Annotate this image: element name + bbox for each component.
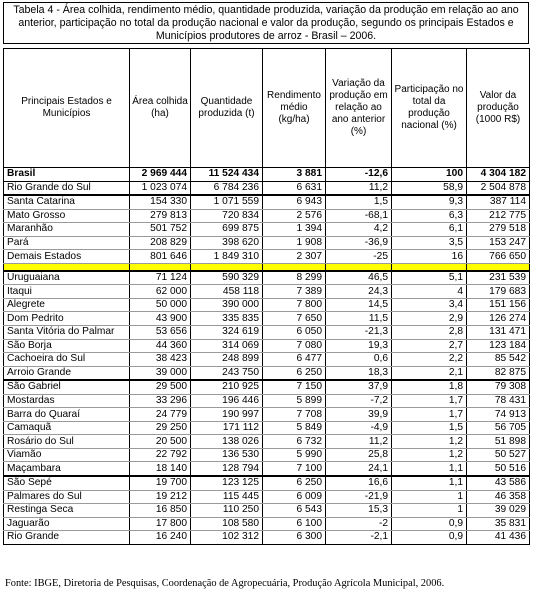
cell-part: 5,1 [392,271,467,285]
cell-area: 1 023 074 [130,181,191,195]
table-row [4,366,530,380]
cell-var: 19,3 [326,339,392,353]
cell-qty: 210 925 [191,380,263,394]
cell-area: 501 752 [130,223,191,237]
cell-valor: 82 875 [467,366,530,380]
cell-qty: 390 000 [191,298,263,312]
cell-part: 1,1 [392,462,467,476]
cell-valor: 123 184 [467,339,530,353]
cell-area: 154 330 [130,195,191,209]
cell-rend: 5 899 [263,394,326,408]
row-label: Santa Vitória do Palmar [4,326,130,340]
cell-valor: 50 527 [467,448,530,462]
caption-line-1: Tabela 4 - Área colhida, rendimento médio, quantidade produzida, variação da produção em relação ao ano [13,4,519,16]
cell-part: 2,7 [392,339,467,353]
row-label: Palmares do Sul [4,490,130,504]
cell-rend: 7 708 [263,408,326,422]
cell-var: 39,9 [326,408,392,422]
row-label: Mostardas [4,394,130,408]
cell-part: 2,9 [392,312,467,326]
cell-var: 25,8 [326,448,392,462]
table-row [4,298,530,312]
cell-valor: 85 542 [467,353,530,367]
cell-rend: 2 307 [263,250,326,264]
cell-rend: 8 299 [263,271,326,285]
cell-qty: 138 026 [191,435,263,449]
cell-qty: 699 875 [191,223,263,237]
table-body [4,168,530,545]
table-row [4,339,530,353]
cell-valor: 51 898 [467,435,530,449]
source-note: Fonte: IBGE, Diretoria de Pesquisas, Coordenação de Agropecuária, Produção Agrícola Municipal, 2006. [5,578,445,589]
header-value: Valor da produção (1000 R$) [467,49,530,168]
cell-valor: 179 683 [467,285,530,299]
cell-qty: 243 750 [191,366,263,380]
cell-valor: 79 308 [467,380,530,394]
row-label: Brasil [4,168,130,182]
cell-part: 100 [392,168,467,182]
cell-rend: 3 881 [263,168,326,182]
cell-area: 44 360 [130,339,191,353]
cell-var: 15,3 [326,504,392,518]
cell-part: 9,3 [392,195,467,209]
row-label: São Gabriel [4,380,130,394]
table-row [4,394,530,408]
cell-valor: 387 114 [467,195,530,209]
cell-area: 29 500 [130,380,191,394]
cell-qty: 248 899 [191,353,263,367]
table-row [4,326,530,340]
cell-var: 4,2 [326,223,392,237]
cell-valor: 43 586 [467,476,530,490]
cell-area: 24 779 [130,408,191,422]
table-row [4,209,530,223]
cell-part: 2,2 [392,353,467,367]
cell-area: 38 423 [130,353,191,367]
cell-valor: 279 518 [467,223,530,237]
cell-valor: 2 504 878 [467,181,530,195]
cell-qty: 398 620 [191,236,263,250]
table-row [4,435,530,449]
cell-area: 33 296 [130,394,191,408]
cell-valor: 153 247 [467,236,530,250]
cell-part: 58,9 [392,181,467,195]
row-label: Dom Pedrito [4,312,130,326]
cell-part: 1 [392,504,467,518]
header-row [4,49,530,168]
cell-qty: 110 250 [191,504,263,518]
row-label: Arroio Grande [4,366,130,380]
cell-part: 3,5 [392,236,467,250]
cell-rend: 6 300 [263,531,326,545]
cell-valor: 212 775 [467,209,530,223]
cell-part: 4 [392,285,467,299]
cell-part: 6,1 [392,223,467,237]
row-label: Viamão [4,448,130,462]
cell-var: -12,6 [326,168,392,182]
cell-qty: 190 997 [191,408,263,422]
cell-qty: 1 849 310 [191,250,263,264]
cell-var: -2 [326,517,392,531]
cell-area: 18 140 [130,462,191,476]
cell-rend: 6 250 [263,366,326,380]
cell-qty: 720 834 [191,209,263,223]
cell-area: 71 124 [130,271,191,285]
row-label: São Sepé [4,476,130,490]
row-label: Itaqui [4,285,130,299]
row-label: Rio Grande [4,531,130,545]
cell-valor: 39 029 [467,504,530,518]
cell-var [326,263,392,271]
cell-qty: 102 312 [191,531,263,545]
table-row [4,353,530,367]
cell-valor: 766 650 [467,250,530,264]
cell-rend: 6 050 [263,326,326,340]
cell-rend: 6 477 [263,353,326,367]
cell-area: 20 500 [130,435,191,449]
cell-rend: 7 100 [263,462,326,476]
separator-row [4,263,530,271]
cell-valor: 231 539 [467,271,530,285]
cell-area: 16 850 [130,504,191,518]
cell-qty: 1 071 559 [191,195,263,209]
table-row [4,285,530,299]
table-row [4,223,530,237]
cell-valor: 74 913 [467,408,530,422]
cell-area: 29 250 [130,421,191,435]
cell-part [392,263,467,271]
cell-var: -21,3 [326,326,392,340]
cell-part: 1,2 [392,448,467,462]
table-row [4,421,530,435]
row-label: Camaquã [4,421,130,435]
cell-rend: 7 650 [263,312,326,326]
cell-qty: 136 530 [191,448,263,462]
cell-rend [263,263,326,271]
cell-qty: 171 112 [191,421,263,435]
table-row [4,168,530,182]
cell-part: 1,5 [392,421,467,435]
cell-part: 3,4 [392,298,467,312]
cell-var: 16,6 [326,476,392,490]
cell-valor: 151 156 [467,298,530,312]
cell-var: -7,2 [326,394,392,408]
cell-qty: 115 445 [191,490,263,504]
cell-valor: 78 431 [467,394,530,408]
table-row [4,531,530,545]
cell-rend: 1 394 [263,223,326,237]
cell-qty: 123 125 [191,476,263,490]
cell-valor: 46 358 [467,490,530,504]
row-label: São Borja [4,339,130,353]
caption-line-3: Municípios produtores de arroz - Brasil – 2006. [155,30,377,42]
row-label: Alegrete [4,298,130,312]
cell-rend: 7 389 [263,285,326,299]
cell-area: 53 656 [130,326,191,340]
cell-valor [467,263,530,271]
cell-valor: 56 705 [467,421,530,435]
row-label [4,263,130,271]
cell-part: 1,7 [392,408,467,422]
table-row [4,380,530,394]
cell-area: 801 646 [130,250,191,264]
row-label: Uruguaiana [4,271,130,285]
table-row [4,312,530,326]
header-yield: Rendimento médio (kg/ha) [263,49,326,168]
cell-qty [191,263,263,271]
cell-rend: 1 908 [263,236,326,250]
cell-area: 39 000 [130,366,191,380]
cell-valor: 4 304 182 [467,168,530,182]
table-row [4,271,530,285]
cell-valor: 41 436 [467,531,530,545]
cell-qty: 314 069 [191,339,263,353]
cell-qty: 108 580 [191,517,263,531]
cell-var: -68,1 [326,209,392,223]
cell-part: 1,2 [392,435,467,449]
cell-var: -25 [326,250,392,264]
cell-valor: 50 516 [467,462,530,476]
table-row [4,181,530,195]
cell-qty: 196 446 [191,394,263,408]
cell-rend: 2 576 [263,209,326,223]
cell-part: 1 [392,490,467,504]
row-label: Rosário do Sul [4,435,130,449]
table-row [4,462,530,476]
cell-rend: 6 543 [263,504,326,518]
cell-area: 62 000 [130,285,191,299]
cell-var: 11,2 [326,181,392,195]
row-label: Demais Estados [4,250,130,264]
cell-var: 1,5 [326,195,392,209]
cell-part: 1,7 [392,394,467,408]
row-label: Jaguarão [4,517,130,531]
header-quantity: Quantidade produzida (t) [191,49,263,168]
table-row [4,250,530,264]
cell-part: 0,9 [392,531,467,545]
cell-var: -36,9 [326,236,392,250]
table-row [4,448,530,462]
table-row [4,236,530,250]
cell-area: 22 792 [130,448,191,462]
cell-rend: 5 990 [263,448,326,462]
cell-rend: 6 009 [263,490,326,504]
header-variation: Variação da produção em relação ao ano anterior (%) [326,49,392,168]
cell-part: 1,8 [392,380,467,394]
cell-var: -4,9 [326,421,392,435]
cell-part: 1,1 [392,476,467,490]
row-label: Restinga Seca [4,504,130,518]
cell-var: 18,3 [326,366,392,380]
cell-area: 19 212 [130,490,191,504]
row-label: Maranhão [4,223,130,237]
cell-area: 208 829 [130,236,191,250]
cell-qty: 458 118 [191,285,263,299]
cell-rend: 6 943 [263,195,326,209]
cell-area: 43 900 [130,312,191,326]
cell-part: 2,1 [392,366,467,380]
row-label: Mato Grosso [4,209,130,223]
cell-rend: 6 100 [263,517,326,531]
cell-qty: 324 619 [191,326,263,340]
cell-rend: 6 250 [263,476,326,490]
header-share: Participação no total da produção nacional (%) [392,49,467,168]
cell-area: 16 240 [130,531,191,545]
cell-area: 2 969 444 [130,168,191,182]
cell-rend: 5 849 [263,421,326,435]
row-label: Maçambara [4,462,130,476]
row-label: Barra do Quaraí [4,408,130,422]
cell-var: 24,1 [326,462,392,476]
cell-area: 19 700 [130,476,191,490]
cell-valor: 131 471 [467,326,530,340]
cell-qty: 128 794 [191,462,263,476]
table-row [4,517,530,531]
row-label: Cachoeira do Sul [4,353,130,367]
table-row [4,408,530,422]
cell-part: 0,9 [392,517,467,531]
rice-production-table [3,48,530,545]
cell-var: -2,1 [326,531,392,545]
cell-area: 17 800 [130,517,191,531]
header-area: Área colhida (ha) [130,49,191,168]
cell-var: 14,5 [326,298,392,312]
header-states-municipalities: Principais Estados e Municípios [4,49,130,168]
cell-area: 279 813 [130,209,191,223]
cell-qty: 11 524 434 [191,168,263,182]
cell-var: 11,2 [326,435,392,449]
cell-rend: 6 631 [263,181,326,195]
cell-qty: 6 784 236 [191,181,263,195]
table-row [4,476,530,490]
cell-part: 2,8 [392,326,467,340]
cell-var: 46,5 [326,271,392,285]
row-label: Santa Catarina [4,195,130,209]
cell-rend: 7 150 [263,380,326,394]
cell-rend: 7 800 [263,298,326,312]
table-row [4,504,530,518]
cell-rend: 6 732 [263,435,326,449]
cell-var: 37,9 [326,380,392,394]
table-row [4,195,530,209]
cell-var: 11,5 [326,312,392,326]
cell-var: -21,9 [326,490,392,504]
cell-qty: 335 835 [191,312,263,326]
cell-valor: 126 274 [467,312,530,326]
table-row [4,490,530,504]
cell-var: 0,6 [326,353,392,367]
cell-rend: 7 080 [263,339,326,353]
row-label: Pará [4,236,130,250]
table-caption [3,2,529,44]
row-label: Rio Grande do Sul [4,181,130,195]
cell-part: 16 [392,250,467,264]
cell-valor: 35 831 [467,517,530,531]
cell-qty: 590 329 [191,271,263,285]
cell-area [130,263,191,271]
cell-part: 6,3 [392,209,467,223]
caption-line-2: anterior, participação no total da produção nacional e valor da produção, segundo os principais Estados e [18,17,514,29]
cell-var: 24,3 [326,285,392,299]
cell-area: 50 000 [130,298,191,312]
